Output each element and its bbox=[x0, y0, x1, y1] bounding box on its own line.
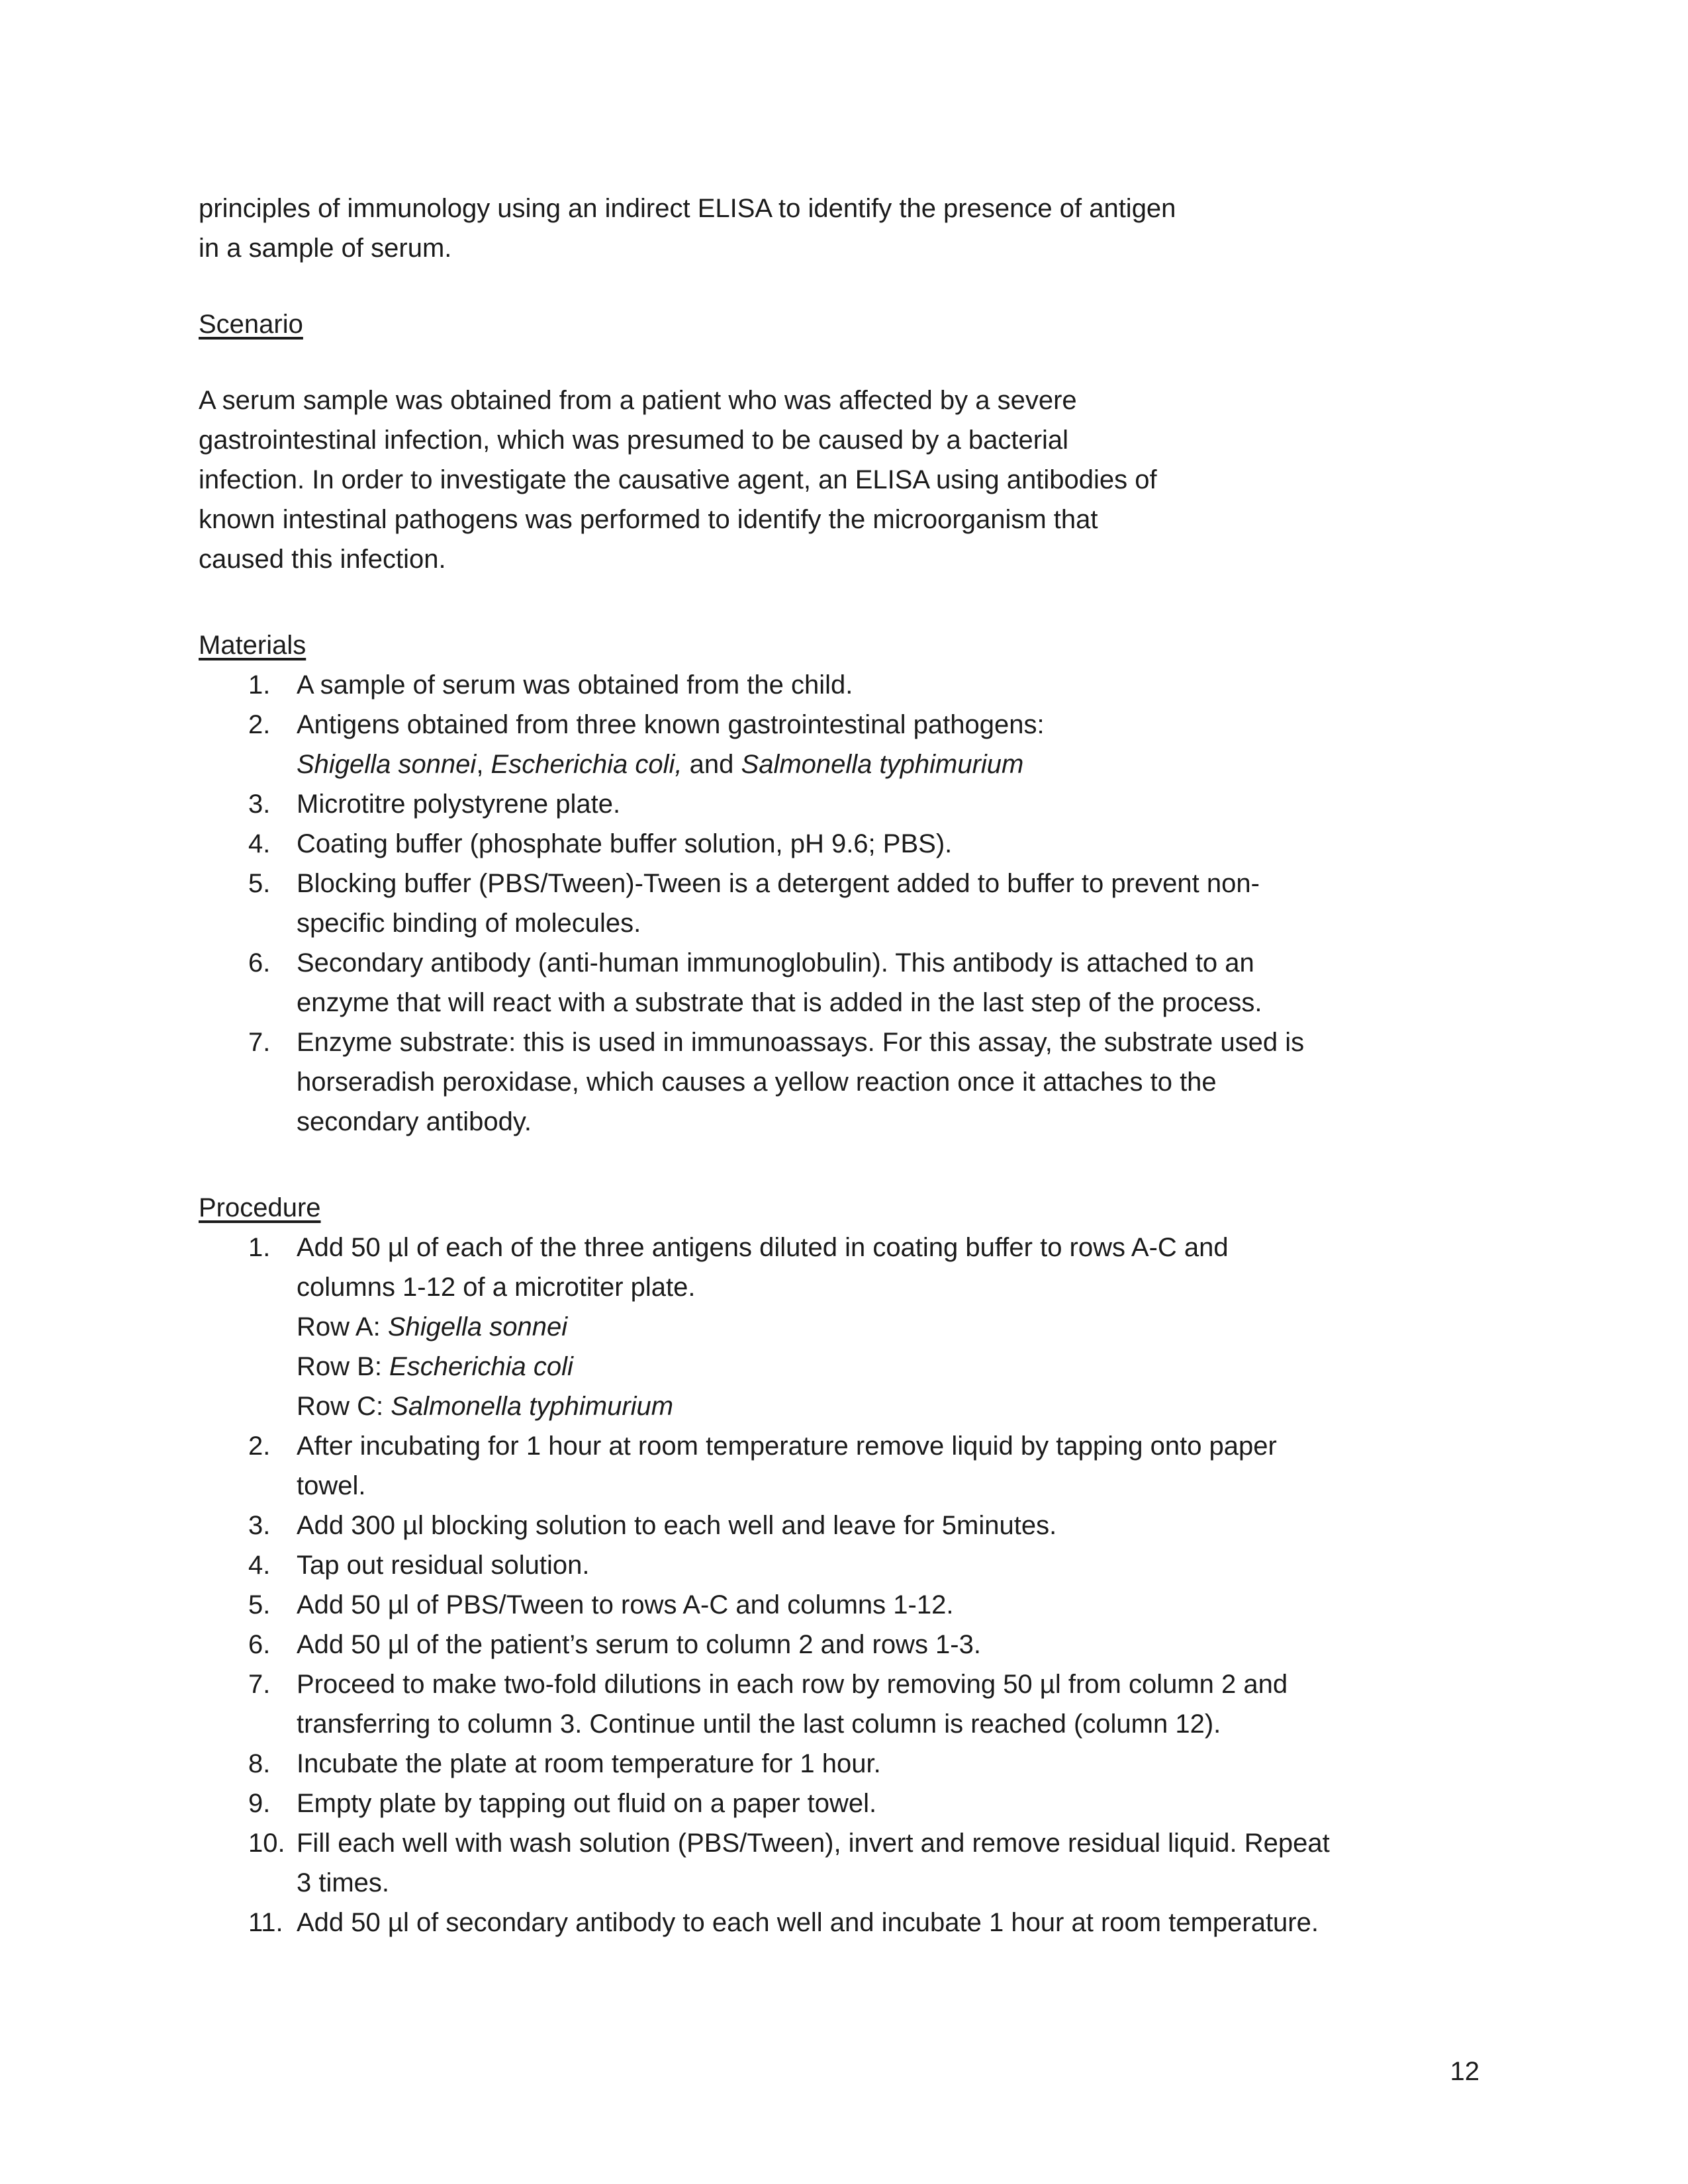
text-segment: Add 300 µl blocking solution to each well and leave for 5minutes. bbox=[297, 1511, 1057, 1540]
text-segment: Tap out residual solution. bbox=[297, 1551, 590, 1580]
list-item-text bbox=[297, 1506, 1489, 1545]
list-item-text bbox=[297, 943, 1489, 1023]
italic-text-segment: Salmonella typhimurium bbox=[391, 1392, 674, 1421]
list-item-number: 6. bbox=[248, 1630, 271, 1659]
italic-text-segment: Escherichia coli bbox=[389, 1352, 573, 1381]
list-item-text bbox=[297, 1426, 1489, 1506]
text-segment: Row A: bbox=[297, 1312, 388, 1342]
list-item bbox=[199, 864, 1489, 943]
italic-text-segment: Salmonella typhimurium bbox=[741, 750, 1024, 779]
list-item-number: 7. bbox=[248, 1028, 271, 1057]
scenario-heading: Scenario bbox=[199, 310, 303, 339]
procedure-heading: Procedure bbox=[199, 1193, 321, 1222]
intro-paragraph bbox=[199, 189, 1489, 268]
text-segment: 3 times. bbox=[297, 1868, 390, 1897]
list-item-number: 5. bbox=[248, 1590, 271, 1619]
procedure-list bbox=[199, 1228, 1489, 1942]
list-item-number: 2. bbox=[248, 710, 271, 739]
list-item-text bbox=[297, 1023, 1489, 1142]
list-item bbox=[199, 1023, 1489, 1142]
italic-text-segment: Escherichia coli, bbox=[491, 750, 682, 779]
text-segment: and bbox=[682, 750, 741, 779]
text-segment: principles of immunology using an indirect ELISA to identify the presence of antigen bbox=[199, 194, 1176, 223]
text-segment: in a sample of serum. bbox=[199, 234, 452, 263]
text-segment: Add 50 µl of secondary antibody to each well and incubate 1 hour at room temperature. bbox=[297, 1908, 1319, 1937]
list-item-number: 11. bbox=[248, 1908, 283, 1937]
list-item-number: 9. bbox=[248, 1789, 271, 1818]
italic-text-segment: Shigella sonnei bbox=[387, 1312, 568, 1342]
text-segment: After incubating for 1 hour at room temperature remove liquid by tapping onto paper bbox=[297, 1432, 1277, 1461]
text-segment: horseradish peroxidase, which causes a yellow reaction once it attaches to the bbox=[297, 1068, 1217, 1097]
list-item-text bbox=[297, 705, 1489, 784]
materials-heading: Materials bbox=[199, 631, 306, 660]
text-segment: Enzyme substrate: this is used in immunoassays. For this assay, the substrate used is bbox=[297, 1028, 1305, 1057]
text-segment: Proceed to make two-fold dilutions in each row by removing 50 µl from column 2 and bbox=[297, 1670, 1288, 1699]
italic-text-segment: Shigella sonnei bbox=[297, 750, 477, 779]
list-item-number: 3. bbox=[248, 790, 271, 819]
list-item bbox=[199, 1784, 1489, 1823]
list-item-number: 1. bbox=[248, 1233, 271, 1262]
text-segment: A sample of serum was obtained from the child. bbox=[297, 670, 853, 700]
text-segment: towel. bbox=[297, 1471, 366, 1500]
list-item-number: 4. bbox=[248, 1551, 271, 1580]
text-segment: Microtitre polystyrene plate. bbox=[297, 790, 621, 819]
list-item-text bbox=[297, 1823, 1489, 1903]
text-segment: Add 50 µl of the patient’s serum to column 2 and rows 1-3. bbox=[297, 1630, 981, 1659]
text-segment: specific binding of molecules. bbox=[297, 909, 641, 938]
list-item-text bbox=[297, 1228, 1489, 1426]
list-item-number: 5. bbox=[248, 869, 271, 898]
list-item bbox=[199, 1903, 1489, 1942]
list-item bbox=[199, 1664, 1489, 1744]
list-item-text bbox=[297, 1903, 1489, 1942]
text-segment: Incubate the plate at room temperature for 1 hour. bbox=[297, 1749, 881, 1778]
list-item bbox=[199, 1545, 1489, 1585]
text-segment: , bbox=[476, 750, 491, 779]
list-item-text bbox=[297, 1625, 1489, 1664]
list-item bbox=[199, 665, 1489, 705]
list-item-text bbox=[297, 1664, 1489, 1744]
text-segment: Fill each well with wash solution (PBS/Tween), invert and remove residual liquid. Repeat bbox=[297, 1829, 1330, 1858]
list-item bbox=[199, 1744, 1489, 1784]
list-item-number: 4. bbox=[248, 829, 271, 858]
list-item-text bbox=[297, 784, 1489, 824]
list-item-number: 10. bbox=[248, 1829, 285, 1858]
text-segment: enzyme that will react with a substrate that is added in the last step of the process. bbox=[297, 988, 1262, 1017]
text-segment: columns 1-12 of a microtiter plate. bbox=[297, 1273, 696, 1302]
scenario-paragraph bbox=[199, 381, 1489, 579]
list-item-number: 1. bbox=[248, 670, 271, 700]
text-segment: Row C: bbox=[297, 1392, 391, 1421]
list-item bbox=[199, 824, 1489, 864]
page-number: 12 bbox=[1450, 2057, 1479, 2086]
text-segment: Add 50 µl of each of the three antigens diluted in coating buffer to rows A-C and bbox=[297, 1233, 1229, 1262]
text-segment: transferring to column 3. Continue until the last column is reached (column 12). bbox=[297, 1709, 1221, 1739]
text-segment: Coating buffer (phosphate buffer solution, pH 9.6; PBS). bbox=[297, 829, 953, 858]
text-segment: Empty plate by tapping out fluid on a paper towel. bbox=[297, 1789, 877, 1818]
list-item-text bbox=[297, 864, 1489, 943]
text-segment: Add 50 µl of PBS/Tween to rows A-C and columns 1-12. bbox=[297, 1590, 954, 1619]
list-item bbox=[199, 784, 1489, 824]
list-item-number: 3. bbox=[248, 1511, 271, 1540]
text-segment: Blocking buffer (PBS/Tween)-Tween is a detergent added to buffer to prevent non- bbox=[297, 869, 1260, 898]
list-item-number: 6. bbox=[248, 948, 271, 978]
text-segment: known intestinal pathogens was performed to identify the microorganism that bbox=[199, 505, 1098, 534]
list-item bbox=[199, 1585, 1489, 1625]
list-item bbox=[199, 1506, 1489, 1545]
list-item-text bbox=[297, 824, 1489, 864]
list-item bbox=[199, 943, 1489, 1023]
list-item bbox=[199, 1228, 1489, 1426]
list-item-text bbox=[297, 1784, 1489, 1823]
text-segment: Row B: bbox=[297, 1352, 390, 1381]
list-item-text bbox=[297, 665, 1489, 705]
list-item bbox=[199, 1823, 1489, 1903]
list-item-number: 7. bbox=[248, 1670, 271, 1699]
text-segment: A serum sample was obtained from a patient who was affected by a severe bbox=[199, 386, 1077, 415]
list-item-text bbox=[297, 1744, 1489, 1784]
list-item bbox=[199, 1625, 1489, 1664]
text-segment: Secondary antibody (anti-human immunoglobulin). This antibody is attached to an bbox=[297, 948, 1254, 978]
text-segment: Antigens obtained from three known gastrointestinal pathogens: bbox=[297, 710, 1045, 739]
list-item-text bbox=[297, 1545, 1489, 1585]
list-item bbox=[199, 705, 1489, 784]
text-segment: gastrointestinal infection, which was presumed to be caused by a bacterial bbox=[199, 426, 1069, 455]
list-item-number: 2. bbox=[248, 1432, 271, 1461]
text-segment: infection. In order to investigate the causative agent, an ELISA using antibodies of bbox=[199, 465, 1157, 494]
list-item-text bbox=[297, 1585, 1489, 1625]
materials-list bbox=[199, 665, 1489, 1142]
list-item-number: 8. bbox=[248, 1749, 271, 1778]
list-item bbox=[199, 1426, 1489, 1506]
text-segment: secondary antibody. bbox=[297, 1107, 532, 1136]
text-segment: caused this infection. bbox=[199, 545, 446, 574]
